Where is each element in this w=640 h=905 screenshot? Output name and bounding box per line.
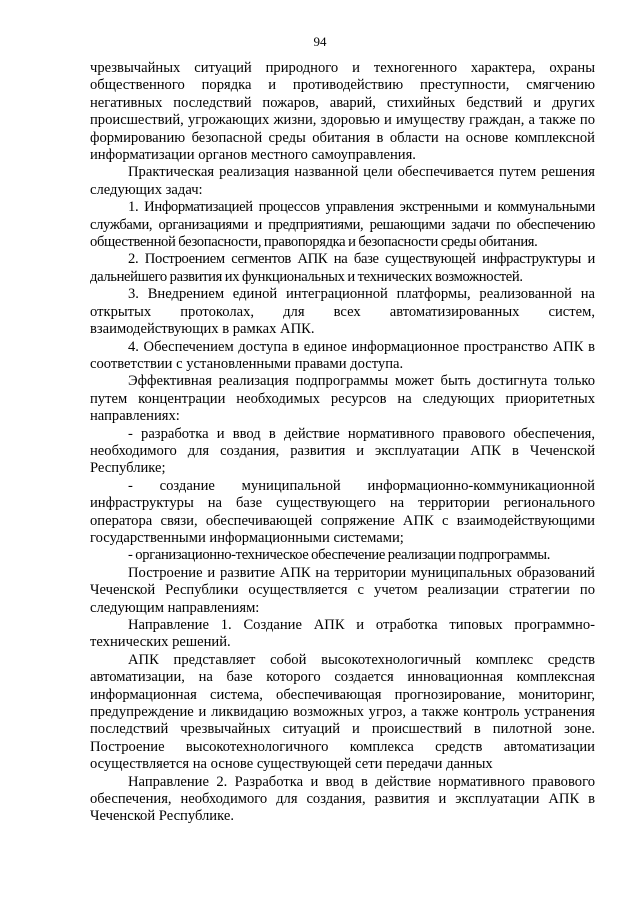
direction-item-infrastructure: - создание муниципальной информационно-коммуникационной инфраструктуры на базе существующего на территории регионального оператора связи, обеспечивающей сопряжение АПК с взаимодействующими государственными информационными системами;	[90, 477, 595, 546]
page-number: 94	[313, 34, 327, 49]
paragraph-practical-implementation: Практическая реализация названной цели обеспечивается путем решения следующих задач:	[90, 164, 595, 198]
document-body	[90, 60, 595, 826]
task-item-1: 1. Информатизацией процессов управления экстренными и коммунальными службами, организациями и предприятиями, решающими задачи по обеспечению общественной безопасности, правопорядка и безопасности среды обитания.	[90, 199, 595, 251]
paragraph-construction-development: Построение и развитие АПК на территории муниципальных образований Чеченской Республики осуществляется с учетом реализации стратегии по следующим направлениям:	[90, 564, 595, 616]
paragraph-apk-description: АПК представляет собой высокотехнологичный комплекс средств автоматизации, на базе которого создается инновационная комплексная информационная система, обеспечивающая прогнозирование, мониторинг, предупреждение и ликвидацию возможных угроз, а также контроль устранения последствий чрезвычайных ситуаций и происшествий в пилотной зоне. Построение высокотехнологичного комплекса средств автоматизации осуществляется на основе существующей сети передачи данных	[90, 651, 595, 773]
task-item-3: 3. Внедрением единой интеграционной платформы, реализованной на открытых протоколах, для всех автоматизированных систем, взаимодействующих в рамках АПК.	[90, 286, 595, 338]
direction-2-heading: Направление 2. Разработка и ввод в действие нормативного правового обеспечения, необходимого для создания, развития и эксплуатации АПК в Чеченской Республике.	[90, 773, 595, 825]
paragraph-continuation: чрезвычайных ситуаций природного и техногенного характера, охраны общественного порядка и противодействию преступности, смягчению негативных последствий пожаров, аварий, стихийных бедствий и других происшествий, угрожающих жизни, здоровью и имуществу граждан, а также по формированию безопасной среды обитания в области на основе комплексной информатизации органов местного самоуправления.	[90, 60, 595, 164]
task-item-2: 2. Построением сегментов АПК на базе существующей инфраструктуры и дальнейшего развития их функциональных и технических возможностей.	[90, 251, 595, 285]
task-item-4: 4. Обеспечением доступа в единое информационное пространство АПК в соответствии с установленными правами доступа.	[90, 338, 595, 372]
paragraph-effective-implementation: Эффективная реализация подпрограммы может быть достигнута только путем концентрации необходимых ресурсов на следующих приоритетных направлениях:	[90, 373, 595, 425]
direction-item-organizational: - организационно-техническое обеспечение реализации подпрограммы.	[128, 547, 551, 564]
direction-item-legal: - разработка и ввод в действие нормативного правового обеспечения, необходимого для создания, развития и эксплуатации АПК в Чеченской Республике;	[90, 425, 595, 477]
direction-1-heading: Направление 1. Создание АПК и отработка типовых программно-технических решений.	[90, 617, 595, 651]
